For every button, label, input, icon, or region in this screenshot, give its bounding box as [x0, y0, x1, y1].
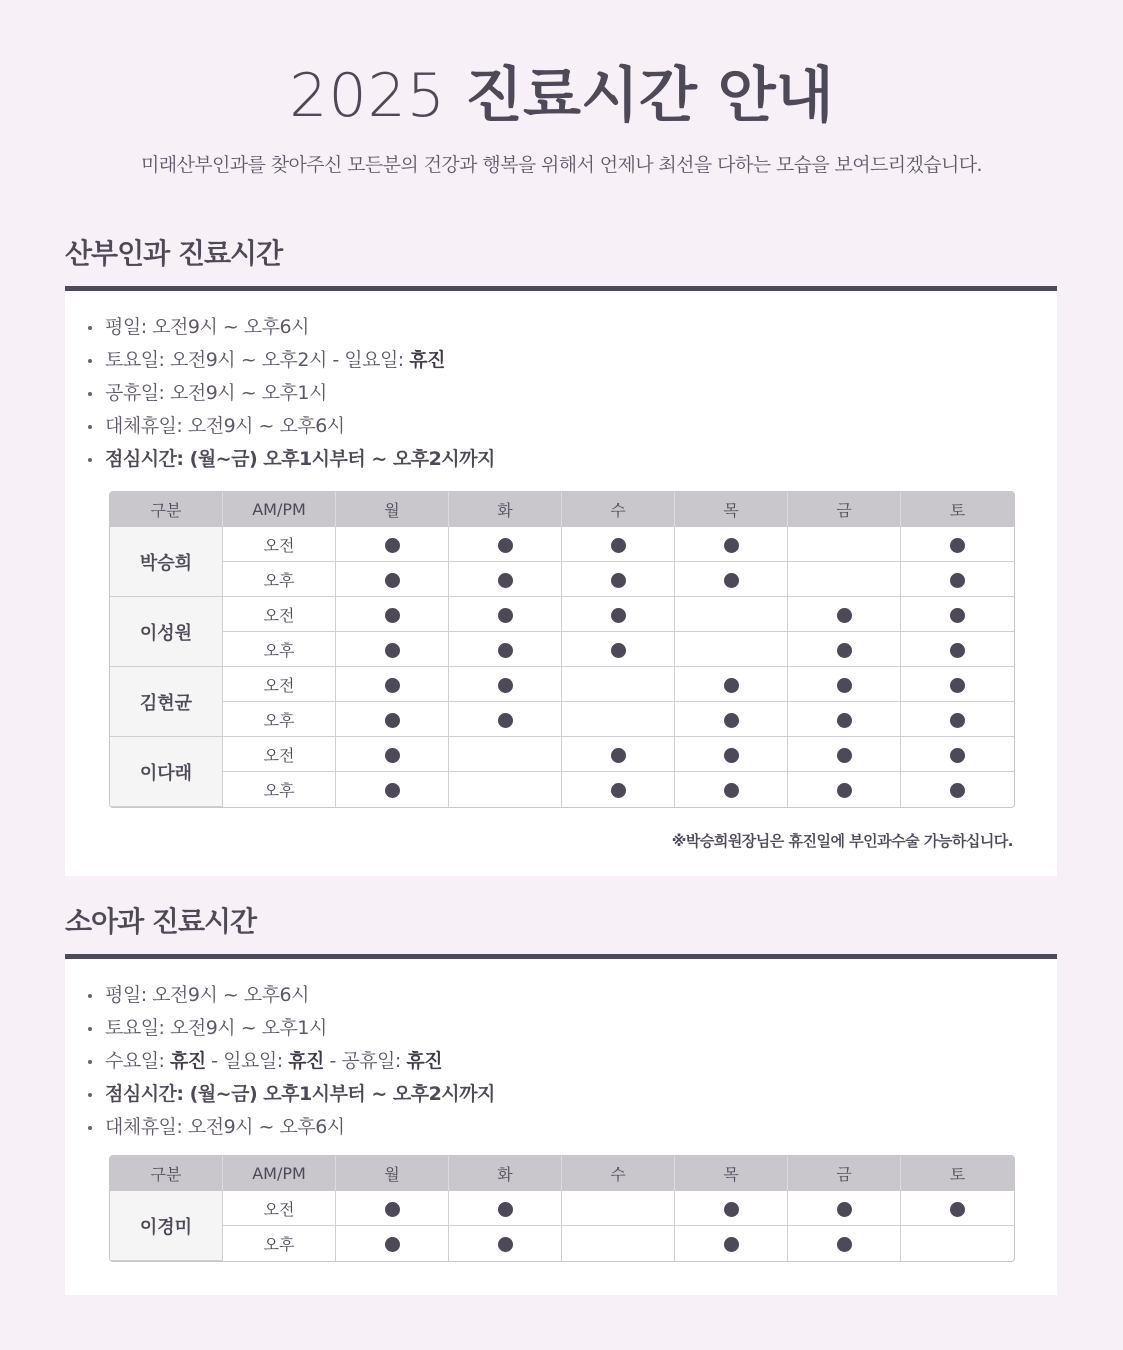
schedule-cell: [675, 1191, 788, 1226]
schedule-cell: [901, 702, 1014, 737]
available-dot-icon: [950, 678, 965, 693]
schedule-cell: [675, 1226, 788, 1261]
pediatrics-substitute-hours: 대체휴일: 오전9시 ~ 오후6시: [85, 1111, 495, 1144]
column-header: 금: [788, 492, 901, 527]
column-header: 토: [901, 492, 1014, 527]
available-dot-icon: [498, 538, 513, 553]
period-label: 오전: [223, 737, 336, 772]
closed-holiday-value: 휴진: [406, 1050, 443, 1072]
table-row: [110, 737, 1014, 772]
pediatrics-schedule-table: [109, 1155, 1015, 1262]
closed-wed-label: 수요일:: [105, 1050, 171, 1072]
schedule-cell: [901, 527, 1014, 562]
available-dot-icon: [611, 538, 626, 553]
schedule-cell: [788, 597, 901, 632]
available-dot-icon: [498, 643, 513, 658]
schedule-cell: [336, 632, 449, 667]
schedule-cell: [901, 1191, 1014, 1226]
available-dot-icon: [950, 643, 965, 658]
available-dot-icon: [385, 713, 400, 728]
obgyn-section-title: 산부인과 진료시간: [65, 237, 283, 270]
schedule-cell: [901, 1226, 1014, 1261]
schedule-cell: [562, 1191, 675, 1226]
schedule-cell: [675, 737, 788, 772]
schedule-cell: [562, 632, 675, 667]
column-header: 화: [449, 1156, 562, 1191]
obgyn-substitute-hours: 대체휴일: 오전9시 ~ 오후6시: [85, 410, 495, 443]
obgyn-holiday-hours: 공휴일: 오전9시 ~ 오후1시: [85, 377, 495, 410]
schedule-cell: [788, 737, 901, 772]
schedule-cell: [901, 632, 1014, 667]
schedule-cell: [901, 597, 1014, 632]
available-dot-icon: [498, 678, 513, 693]
title-year: 2025: [289, 61, 446, 131]
schedule-cell: [562, 772, 675, 807]
available-dot-icon: [724, 783, 739, 798]
available-dot-icon: [837, 1237, 852, 1252]
schedule-cell: [675, 632, 788, 667]
column-header: AM/PM: [223, 492, 336, 527]
doctor-name: 이경미: [110, 1191, 223, 1261]
pediatrics-saturday-hours: 토요일: 오전9시 ~ 오후1시: [85, 1012, 495, 1045]
pediatrics-panel: [65, 954, 1057, 1295]
schedule-cell: [449, 772, 562, 807]
period-label: 오후: [223, 702, 336, 737]
schedule-cell: [788, 527, 901, 562]
available-dot-icon: [724, 1202, 739, 1217]
schedule-cell: [562, 1226, 675, 1261]
schedule-cell: [449, 597, 562, 632]
schedule-cell: [336, 597, 449, 632]
pediatrics-weekday-hours: 평일: 오전9시 ~ 오후6시: [85, 979, 495, 1012]
schedule-cell: [449, 702, 562, 737]
schedule-cell: [788, 562, 901, 597]
period-label: 오후: [223, 562, 336, 597]
schedule-cell: [562, 667, 675, 702]
schedule-cell: [901, 562, 1014, 597]
table-header-row: [110, 1156, 1014, 1191]
page-title: [0, 58, 1123, 134]
title-main: 진료시간 안내: [465, 61, 834, 131]
schedule-cell: [449, 632, 562, 667]
schedule-cell: [336, 702, 449, 737]
column-header: 월: [336, 492, 449, 527]
available-dot-icon: [724, 1237, 739, 1252]
table-row: [110, 1191, 1014, 1226]
available-dot-icon: [950, 783, 965, 798]
obgyn-lunch-hours: 점심시간: (월~금) 오후1시부터 ~ 오후2시까지: [85, 443, 495, 476]
available-dot-icon: [724, 538, 739, 553]
column-header: 수: [562, 492, 675, 527]
schedule-cell: [562, 527, 675, 562]
schedule-cell: [788, 772, 901, 807]
available-dot-icon: [385, 748, 400, 763]
period-label: 오후: [223, 772, 336, 807]
column-header: 월: [336, 1156, 449, 1191]
available-dot-icon: [837, 678, 852, 693]
available-dot-icon: [385, 678, 400, 693]
obgyn-weekday-hours: 평일: 오전9시 ~ 오후6시: [85, 311, 495, 344]
schedule-cell: [562, 562, 675, 597]
schedule-cell: [788, 667, 901, 702]
table-row: [110, 597, 1014, 632]
column-header: 목: [675, 1156, 788, 1191]
pediatrics-section-title: 소아과 진료시간: [65, 905, 257, 938]
schedule-cell: [562, 737, 675, 772]
table-row: [110, 562, 1014, 597]
schedule-cell: [562, 597, 675, 632]
schedule-cell: [336, 527, 449, 562]
available-dot-icon: [385, 1202, 400, 1217]
available-dot-icon: [498, 1237, 513, 1252]
column-header: AM/PM: [223, 1156, 336, 1191]
obgyn-sunday-closed: 휴진: [409, 349, 445, 371]
available-dot-icon: [385, 538, 400, 553]
obgyn-panel: [65, 286, 1057, 876]
table-row: [110, 772, 1014, 807]
schedule-cell: [788, 1226, 901, 1261]
available-dot-icon: [611, 643, 626, 658]
schedule-cell: [901, 737, 1014, 772]
available-dot-icon: [837, 713, 852, 728]
doctor-name: 박승희: [110, 527, 223, 597]
table-row: [110, 632, 1014, 667]
available-dot-icon: [950, 573, 965, 588]
available-dot-icon: [611, 573, 626, 588]
available-dot-icon: [498, 713, 513, 728]
column-header: 화: [449, 492, 562, 527]
available-dot-icon: [385, 783, 400, 798]
schedule-cell: [336, 737, 449, 772]
available-dot-icon: [498, 1202, 513, 1217]
available-dot-icon: [837, 643, 852, 658]
schedule-cell: [675, 772, 788, 807]
doctor-name: 김현균: [110, 667, 223, 737]
column-header: 목: [675, 492, 788, 527]
closed-sun-label: - 일요일:: [205, 1050, 289, 1072]
period-label: 오후: [223, 632, 336, 667]
column-header: 구분: [110, 1156, 223, 1191]
available-dot-icon: [950, 1202, 965, 1217]
table-row: [110, 527, 1014, 562]
available-dot-icon: [837, 1202, 852, 1217]
column-header: 구분: [110, 492, 223, 527]
available-dot-icon: [385, 643, 400, 658]
period-label: 오전: [223, 597, 336, 632]
closed-holiday-label: - 공휴일:: [323, 1050, 407, 1072]
available-dot-icon: [837, 608, 852, 623]
obgyn-saturday-text: 토요일: 오전9시 ~ 오후2시 - 일요일:: [105, 349, 410, 371]
schedule-cell: [675, 702, 788, 737]
doctor-name: 이성원: [110, 597, 223, 667]
schedule-cell: [675, 597, 788, 632]
available-dot-icon: [837, 748, 852, 763]
table-header-row: [110, 492, 1014, 527]
closed-sun-value: 휴진: [288, 1050, 324, 1072]
schedule-cell: [675, 667, 788, 702]
obgyn-saturday-hours: [85, 344, 495, 377]
schedule-cell: [449, 527, 562, 562]
available-dot-icon: [724, 748, 739, 763]
table-row: [110, 702, 1014, 737]
available-dot-icon: [950, 608, 965, 623]
schedule-cell: [449, 562, 562, 597]
schedule-cell: [449, 667, 562, 702]
period-label: 오전: [223, 1191, 336, 1226]
column-header: 토: [901, 1156, 1014, 1191]
pediatrics-info-list: [85, 979, 495, 1144]
schedule-cell: [901, 772, 1014, 807]
schedule-cell: [449, 1226, 562, 1261]
schedule-cell: [449, 737, 562, 772]
period-label: 오전: [223, 667, 336, 702]
surgery-note: ※박승희원장님은 휴진일에 부인과수술 가능하십니다.: [671, 832, 1013, 850]
schedule-cell: [336, 562, 449, 597]
table-row: [110, 667, 1014, 702]
available-dot-icon: [611, 748, 626, 763]
schedule-cell: [336, 1191, 449, 1226]
schedule-cell: [675, 562, 788, 597]
available-dot-icon: [498, 573, 513, 588]
period-label: 오후: [223, 1226, 336, 1261]
column-header: 금: [788, 1156, 901, 1191]
pediatrics-lunch-hours: 점심시간: (월~금) 오후1시부터 ~ 오후2시까지: [85, 1078, 495, 1111]
available-dot-icon: [950, 713, 965, 728]
available-dot-icon: [385, 608, 400, 623]
available-dot-icon: [611, 783, 626, 798]
available-dot-icon: [837, 783, 852, 798]
schedule-cell: [336, 667, 449, 702]
available-dot-icon: [385, 573, 400, 588]
page-subtitle: 미래산부인과를 찾아주신 모든분의 건강과 행복을 위해서 언제나 최선을 다하는 모습을 보여드리겠습니다.: [140, 154, 982, 176]
available-dot-icon: [724, 678, 739, 693]
table-row: [110, 1226, 1014, 1261]
obgyn-schedule-table: [109, 491, 1015, 808]
schedule-cell: [788, 1191, 901, 1226]
schedule-cell: [788, 702, 901, 737]
schedule-cell: [562, 702, 675, 737]
available-dot-icon: [385, 1237, 400, 1252]
available-dot-icon: [498, 608, 513, 623]
schedule-cell: [336, 1226, 449, 1261]
schedule-cell: [336, 772, 449, 807]
available-dot-icon: [950, 538, 965, 553]
column-header: 수: [562, 1156, 675, 1191]
schedule-cell: [788, 632, 901, 667]
schedule-cell: [449, 1191, 562, 1226]
closed-wed-value: 휴진: [170, 1050, 206, 1072]
obgyn-info-list: [85, 311, 495, 476]
available-dot-icon: [724, 713, 739, 728]
schedule-cell: [901, 667, 1014, 702]
pediatrics-closed-days: [85, 1045, 495, 1078]
doctor-name: 이다래: [110, 737, 223, 807]
available-dot-icon: [950, 748, 965, 763]
available-dot-icon: [611, 608, 626, 623]
period-label: 오전: [223, 527, 336, 562]
schedule-cell: [675, 527, 788, 562]
available-dot-icon: [724, 573, 739, 588]
